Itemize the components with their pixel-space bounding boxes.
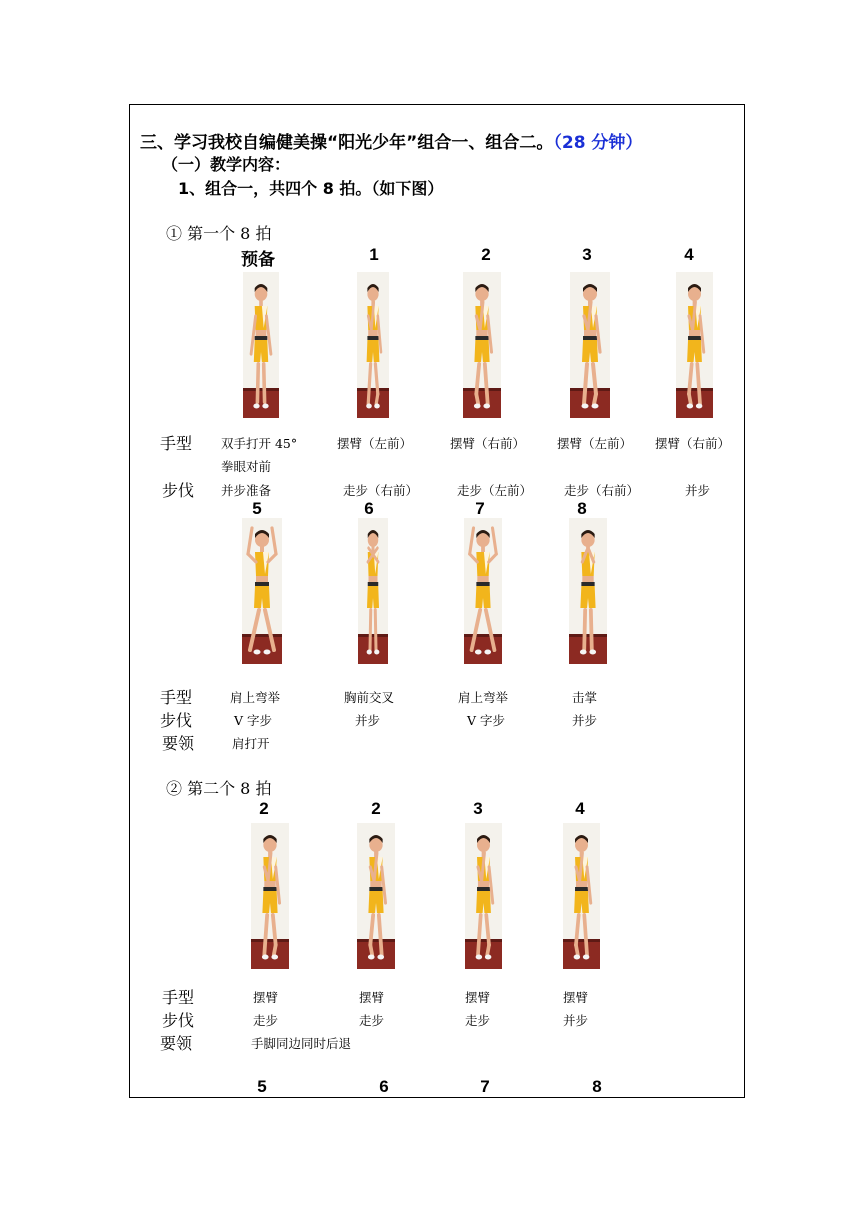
hand-caption: 摆臂 [465,990,491,1005]
section1-title: ① 第一个 8 拍 [166,224,272,243]
beat-label: 2 [481,245,491,264]
hand-caption: 摆臂（右前） [655,436,731,451]
figure-photo [357,272,389,418]
hand-label: 手型 [160,688,193,707]
hand-caption-extra: 拳眼对前 [221,459,272,474]
hand-caption: 摆臂 [359,990,385,1005]
beat-label: 2 [259,799,269,818]
beat-label: 5 [257,1077,267,1096]
hand-label: 手型 [162,988,195,1007]
heading-text: 三、学习我校自编健美操“阳光少年”组合一、组合二。 [140,133,554,153]
step-label: 步伐 [162,481,195,500]
beat-label: 6 [379,1077,389,1096]
step-caption: 走步 [253,1013,279,1028]
key-points-caption: 肩打开 [232,736,270,751]
step-caption: 并步 [563,1013,589,1028]
step-label: 步伐 [160,711,193,730]
beat-label: 2 [371,799,381,818]
key-points-caption: 手脚同边同时后退 [251,1036,352,1051]
hand-caption: 肩上弯举 [458,690,509,705]
beat-label: 8 [592,1077,602,1096]
step-caption: 并步准备 [221,483,272,498]
figure-photo [570,272,610,418]
figure-photo [563,823,600,969]
combo-intro: 1、组合一，共四个 8 拍。（如下图） [178,179,444,198]
teaching-content-subheading: （一）教学内容： [162,155,291,174]
beat-label: 3 [473,799,483,818]
beat-label: 5 [252,499,262,518]
hand-caption: 双手打开 45° [221,436,298,451]
step-caption: V 字步 [467,713,506,728]
hand-caption: 肩上弯举 [230,690,281,705]
figure-photo [358,518,388,664]
hand-label: 手型 [160,434,193,453]
step-caption: 走步 [465,1013,491,1028]
section2-title: ② 第二个 8 拍 [166,779,272,798]
figure-photo [465,823,502,969]
step-label: 步伐 [162,1011,195,1030]
hand-caption: 击掌 [572,690,598,705]
step-caption: 并步 [355,713,381,728]
beat-label: 7 [480,1077,490,1096]
beat-label: 4 [575,799,585,818]
heading-duration: （28 分钟） [553,133,643,153]
hand-caption: 摆臂（右前） [450,436,526,451]
figure-photo [357,823,395,969]
hand-caption: 摆臂 [253,990,279,1005]
beat-label: 8 [577,499,587,518]
step-caption: 走步（右前） [564,483,640,498]
step-caption: 并步 [572,713,598,728]
beat-label: 7 [475,499,485,518]
beat-label: 预备 [241,250,275,269]
step-caption: 并步 [685,483,711,498]
lesson-table-cell [129,104,745,1098]
beat-label: 1 [369,245,379,264]
figure-photo [569,518,607,664]
section-heading [140,128,642,153]
step-caption: 走步（左前） [457,483,533,498]
key-points-label: 要领 [162,734,195,753]
step-caption: V 字步 [234,713,273,728]
figure-photo [242,518,282,664]
hand-caption: 胸前交叉 [344,690,395,705]
beat-label: 4 [684,245,694,264]
key-points-label: 要领 [160,1034,193,1053]
figure-photo [251,823,289,969]
step-caption: 走步 [359,1013,385,1028]
figure-photo [463,272,501,418]
hand-caption: 摆臂（左前） [557,436,633,451]
step-caption: 走步（右前） [343,483,419,498]
beat-label: 6 [364,499,374,518]
beat-label: 3 [582,245,592,264]
figure-photo [676,272,713,418]
figure-photo [243,272,279,418]
hand-caption: 摆臂（左前） [337,436,413,451]
figure-photo [464,518,502,664]
hand-caption: 摆臂 [563,990,589,1005]
